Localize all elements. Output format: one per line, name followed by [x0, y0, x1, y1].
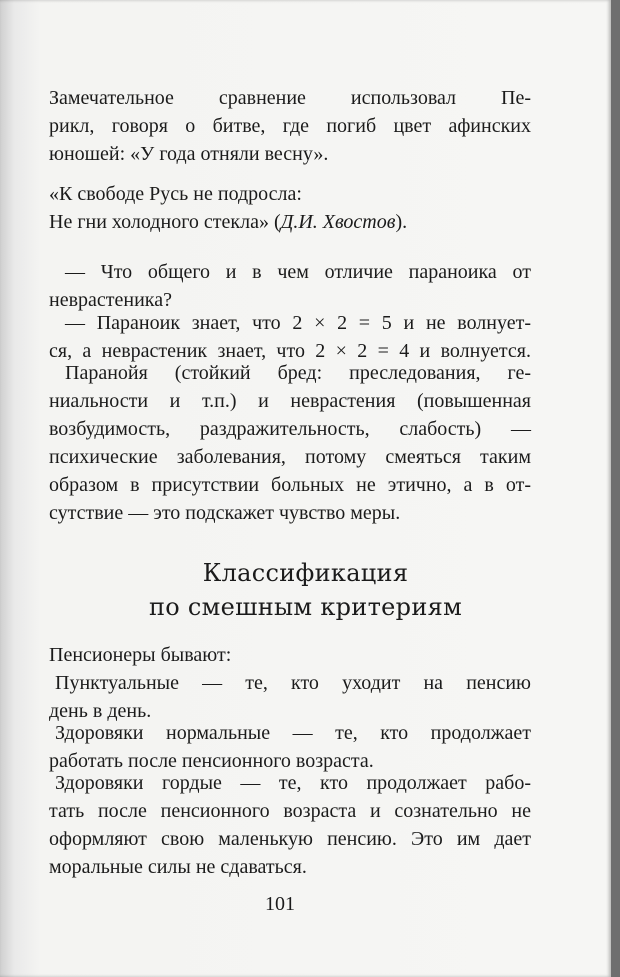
- text-line: [49, 208, 531, 236]
- text-line: юношей: «У года отняли весну».: [49, 143, 329, 165]
- text-line: оформляют свою маленькую пенсию. Это им дает: [49, 828, 531, 850]
- text-line: — Параноик знает, что 2 × 2 = 5 и не волнует-: [65, 312, 531, 334]
- text-line: сутствие — это подскажет чувство меры.: [49, 502, 401, 524]
- text-line: ниальности и т.п.) и неврастения (повышенная: [49, 390, 531, 412]
- text-line: тать после пенсионного возраста и сознательно не: [49, 800, 531, 822]
- quote-end: ).: [395, 211, 408, 233]
- section-heading-line2: по смешным критериям: [148, 593, 463, 621]
- paragraph-answer: [49, 309, 531, 365]
- paragraph-paranoia: [49, 359, 531, 527]
- section-intro: [49, 641, 531, 669]
- text-line: Замечательное сравнение использовал Пе-: [49, 87, 531, 109]
- text-line: Паранойя (стойкий бред: преследования, ге-: [65, 362, 531, 384]
- quote-author: Д.И. Хвостов: [280, 211, 396, 233]
- text-line: психические заболевания, потому смеяться таким: [49, 446, 531, 468]
- text-line: «К свободе Русь не подросла:: [49, 183, 302, 205]
- text-line: работать после пенсионного возраста.: [49, 750, 374, 772]
- text-line: ся, а неврастеник знает, что 2 × 2 = 4 и волнуется.: [49, 340, 531, 362]
- text-line: день в день.: [49, 700, 152, 722]
- item-punctual: [49, 669, 531, 725]
- text-line: Пенсионеры бывают:: [49, 644, 232, 666]
- page-number: 101: [265, 893, 295, 915]
- text-line: Здоровяки гордые — те, кто продолжает рабо-: [55, 772, 531, 794]
- quote-text: Не гни холодного стекла» (: [49, 211, 281, 233]
- item-normal: [49, 719, 531, 775]
- paragraph-pericles: [49, 84, 531, 168]
- text-line: неврастеника?: [49, 289, 172, 311]
- text-line: образом в присутствии больных не этично, а в от-: [49, 474, 531, 496]
- item-proud: [49, 769, 531, 881]
- text-line: возбудимость, раздражительность, слабость) —: [49, 418, 531, 440]
- text-line: рикл, говоря о битве, где погиб цвет афинских: [49, 115, 531, 137]
- section-heading-line1: Классификация: [202, 559, 409, 587]
- text-line: — Что общего и в чем отличие параноика от: [65, 261, 531, 283]
- paragraph-question: [49, 258, 531, 314]
- text-line: Здоровяки нормальные — те, кто продолжает: [55, 722, 531, 744]
- text-line: моральные силы не сдаваться.: [49, 856, 307, 878]
- text-line: Пунктуальные — те, кто уходит на пенсию: [55, 672, 531, 694]
- quote-khvostov: [49, 180, 531, 236]
